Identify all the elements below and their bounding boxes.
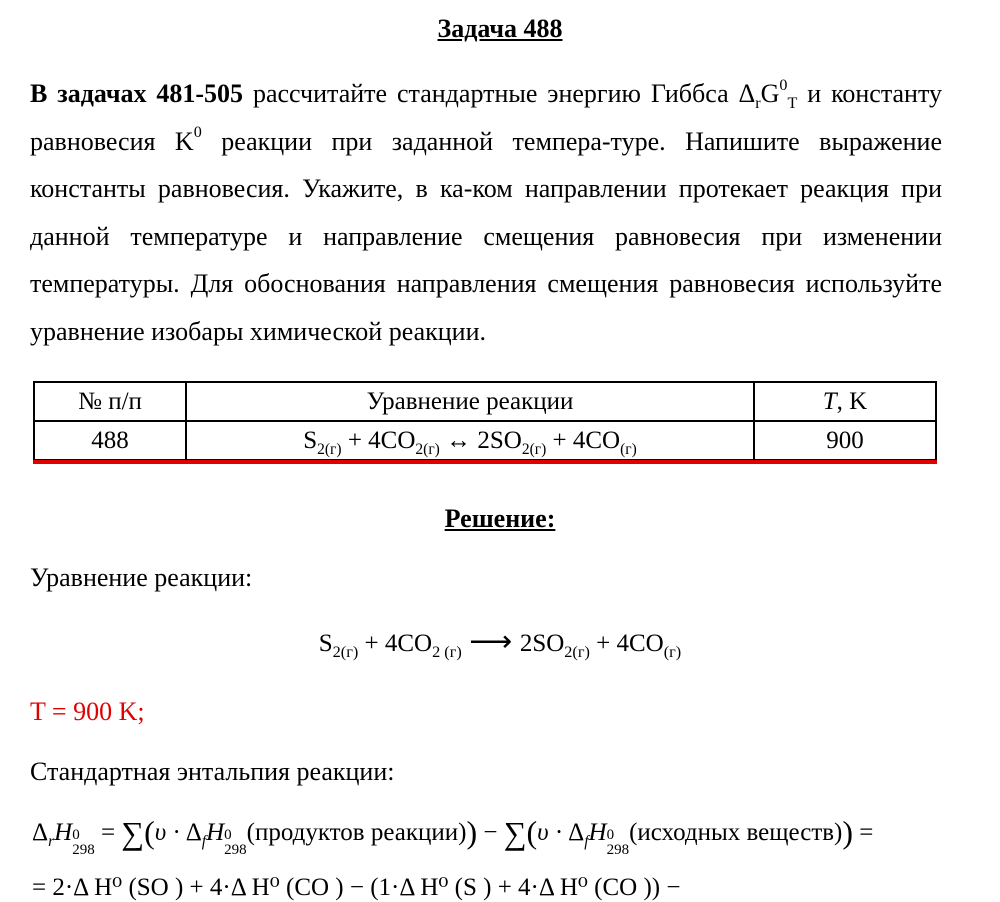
header-equation: Уравнение реакции [186,382,754,421]
cell-temperature: 900 [754,421,936,460]
header-number: № п/п [34,382,186,421]
eq-s-sub: 2(г) [317,440,342,458]
sub-r: r [755,95,761,113]
f-h-2: H [206,819,225,846]
header-t-italic: T [822,387,837,415]
f-paren-close-2: ) [842,814,854,850]
eq-co-sub: (г) [620,440,637,458]
main-eq-so2: 2SO [519,630,565,657]
f-sup0-3: 0 [606,826,615,843]
f-f-2: f [584,833,589,850]
main-eq-plus1: + 4CO [358,630,433,657]
main-eq-plus2: + 4CO [589,630,664,657]
table-row [34,421,936,460]
f-h-3: H [588,819,607,846]
eq-s: S [303,426,318,454]
eq-co2-sub: 2(г) [415,440,440,458]
f-sub298-2: 298 [224,841,247,858]
task-text-2: и константу равновесия K [30,79,942,156]
equation-label: Уравнение реакции: [30,563,253,592]
task-bold-prefix: В задачах 481-505 [30,79,244,108]
main-eq-so2-sub: 2(г) [564,643,590,661]
temperature-line: T = 900 K; [30,697,145,726]
reaction-table [33,381,937,461]
f-paren-open-1: ( [144,814,155,850]
eq-plus2: + 4CO [546,426,621,454]
red-underline [33,460,937,464]
task-text-3: реакции при заданной темпера-туре. Напишите выражение константы равновесия. Укажите, в ка-ком направлении протекает реакция при данной температуре и направление смещения равновесия при изменении температуры. Для обоснования направления смещения равновесия используйте уравнение изобары химической реакции. [30,126,942,346]
main-eq-co-sub: (г) [663,643,682,661]
f-dot-2: · Δ [548,819,585,846]
f-sup0-2: 0 [224,826,232,843]
f-h: H [54,819,73,846]
main-eq-s-sub: 2(г) [332,643,359,661]
f-h-indices-3 [607,828,630,858]
main-equation [0,624,1000,659]
enthalpy-formula [32,814,873,858]
f-nu-2: υ [537,819,549,846]
sub-t: T [787,95,798,113]
f-products: (продуктов реакции) [246,819,467,846]
main-eq-s: S [318,630,333,657]
enthalpy-label: Стандартная энтальпия реакции: [30,757,395,786]
solution-title: Решение: [444,504,556,533]
problem-title: Задача 488 [437,14,563,43]
f-h-indices-2 [224,828,247,858]
header-t-rest: , K [836,387,868,415]
f-reactants: (исходных веществ) [629,819,843,846]
formula-line-2: = 2·Δ H⁰ (SO ) + 4·Δ H⁰ (CO ) − (1·Δ H⁰ (S ) + 4·Δ H⁰ (CO )) − [32,874,681,901]
f-paren-close-1: ) [466,814,478,850]
eq-arrow: ↔ 2SO [439,426,522,454]
f-sum-1: ∑ [121,815,145,851]
f-minus: − [477,819,504,846]
f-r: r [48,833,55,850]
f-tail: = [853,819,874,846]
f-sup0: 0 [72,826,80,843]
f-eq: = [94,819,122,846]
f-paren-open-2: ( [526,814,538,850]
f-delta: Δ [32,819,49,846]
f-sub298-3: 298 [606,841,630,858]
f-dot-1: · Δ [166,819,202,846]
main-eq-co2-sub: 2 (г) [432,643,462,661]
f-f-1: f [201,833,207,850]
f-sub298: 298 [72,841,95,858]
eq-plus1: + 4CO [341,426,416,454]
eq-so2-sub: 2(г) [521,440,547,458]
sup-0: 0 [779,76,788,94]
task-statement [30,70,942,355]
g-letter: G [760,79,780,108]
header-temperature [754,382,936,421]
cell-number: 488 [34,421,186,460]
f-sum-2: ∑ [503,815,527,851]
task-text-1: рассчитайте стандартные энергию Гиббса Δ [243,79,756,108]
f-nu-1: υ [154,819,167,846]
cell-equation [186,421,754,460]
table-header-row [34,382,936,421]
f-h-indices [72,828,95,858]
sup-0b: 0 [193,124,202,142]
main-eq-arrow: ⟶ [461,625,520,658]
